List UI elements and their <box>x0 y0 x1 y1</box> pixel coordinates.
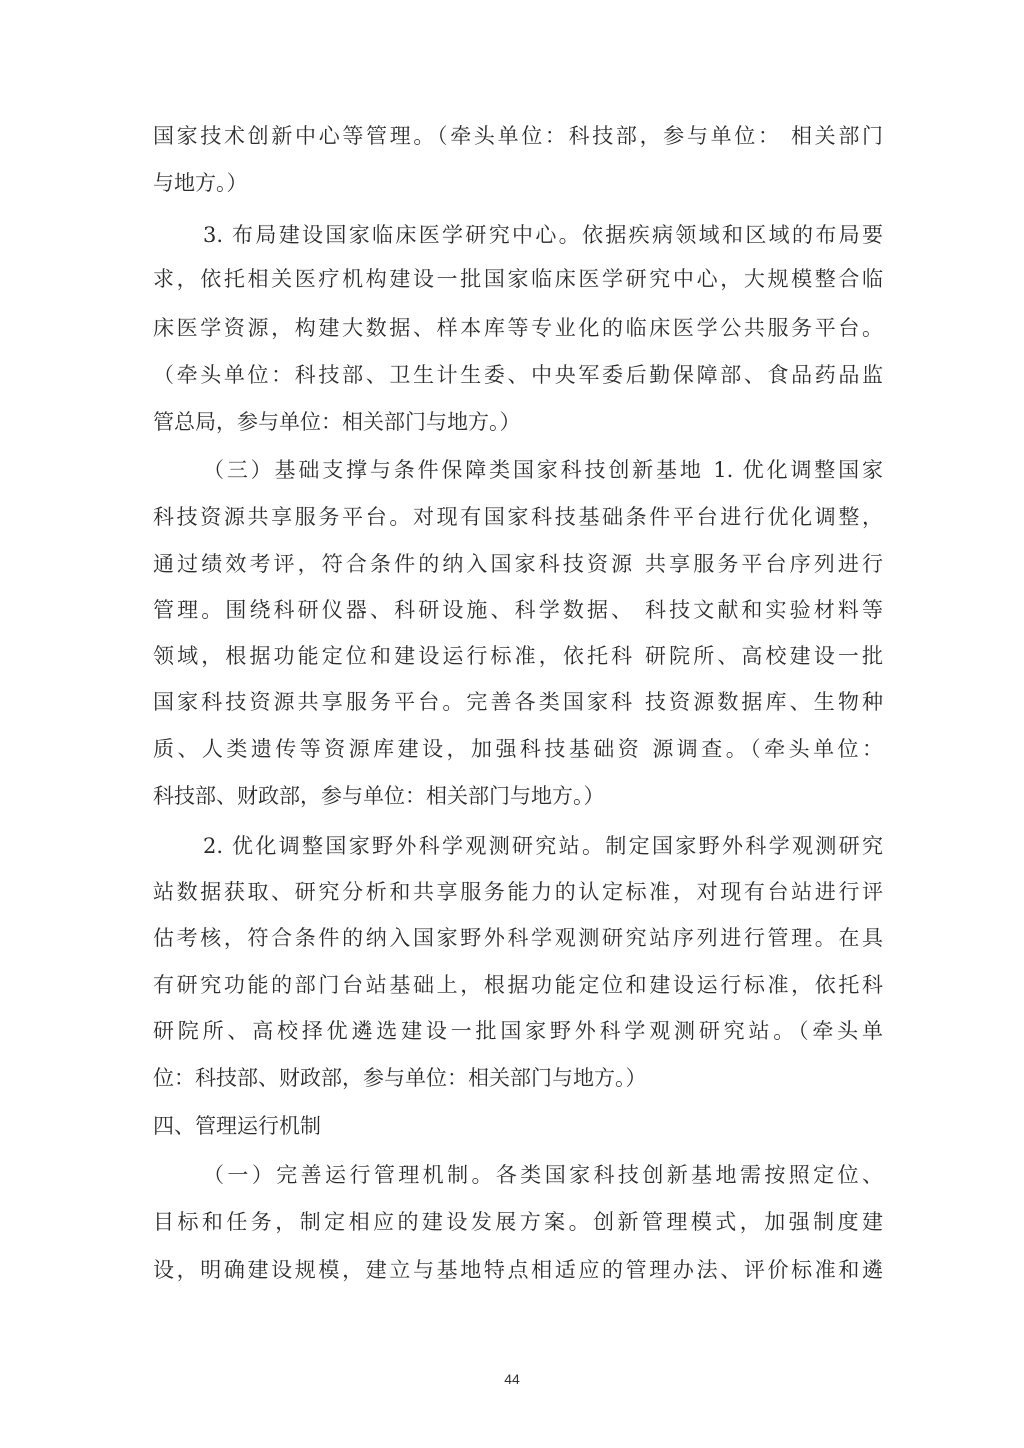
text-line: 科技部、财政部，参与单位：相关部门与地方。） <box>153 784 605 808</box>
text-line: （三）基础支撑与条件保障类国家科技创新基地 1. 优化调整国家 <box>203 458 883 482</box>
text-line: 与地方。） <box>153 171 248 195</box>
text-line: 站数据获取、研究分析和共享服务能力的认定标准，对现有台站进行评 <box>153 880 883 904</box>
section-heading: 四、管理运行机制 <box>153 1114 321 1138</box>
text-line: 质、人类遗传等资源库建设，加强科技基础资 源调查。（牵头单位： <box>153 737 883 761</box>
text-line: （牵头单位：科技部、卫生计生委、中央军委后勤保障部、食品药品监 <box>153 363 883 387</box>
text-line: （一）完善运行管理机制。各类国家科技创新基地需按照定位、 <box>203 1163 883 1187</box>
text-line: 估考核，符合条件的纳入国家野外科学观测研究站序列进行管理。在具 <box>153 926 883 950</box>
text-line: 有研究功能的部门台站基础上，根据功能定位和建设运行标准，依托科 <box>153 973 883 997</box>
text-line: 求，依托相关医疗机构建设一批国家临床医学研究中心，大规模整合临 <box>153 267 883 291</box>
text-line: 目标和任务，制定相应的建设发展方案。创新管理模式，加强制度建 <box>153 1210 883 1234</box>
page-number: 44 <box>504 1371 520 1387</box>
text-line: 管总局，参与单位：相关部门与地方。） <box>153 410 521 434</box>
text-line: 管理。围绕科研仪器、科研设施、科学数据、 科技文献和实验材料等 <box>153 598 883 622</box>
text-line: 位：科技部、财政部，参与单位：相关部门与地方。） <box>153 1066 647 1090</box>
text-line: 领域，根据功能定位和建设运行标准，依托科 研院所、高校建设一批 <box>153 644 883 668</box>
text-line: 床医学资源，构建大数据、样本库等专业化的临床医学公共服务平台。 <box>153 316 883 340</box>
text-line: 通过绩效考评，符合条件的纳入国家科技资源 共享服务平台序列进行 <box>153 552 883 576</box>
text-line: 国家科技资源共享服务平台。完善各类国家科 技资源数据库、生物种 <box>153 690 883 714</box>
text-line: 3. 布局建设国家临床医学研究中心。依据疾病领域和区域的布局要 <box>203 223 883 247</box>
text-line: 国家技术创新中心等管理。（牵头单位：科技部，参与单位： 相关部门 <box>153 124 883 148</box>
text-line: 科技资源共享服务平台。对现有国家科技基础条件平台进行优化调整， <box>153 505 883 529</box>
text-line: 设，明确建设规模，建立与基地特点相适应的管理办法、评价标准和遴 <box>153 1258 883 1282</box>
text-line: 研院所、高校择优遴选建设一批国家野外科学观测研究站。（牵头单 <box>153 1019 883 1043</box>
text-line: 2. 优化调整国家野外科学观测研究站。制定国家野外科学观测研究 <box>203 834 883 858</box>
